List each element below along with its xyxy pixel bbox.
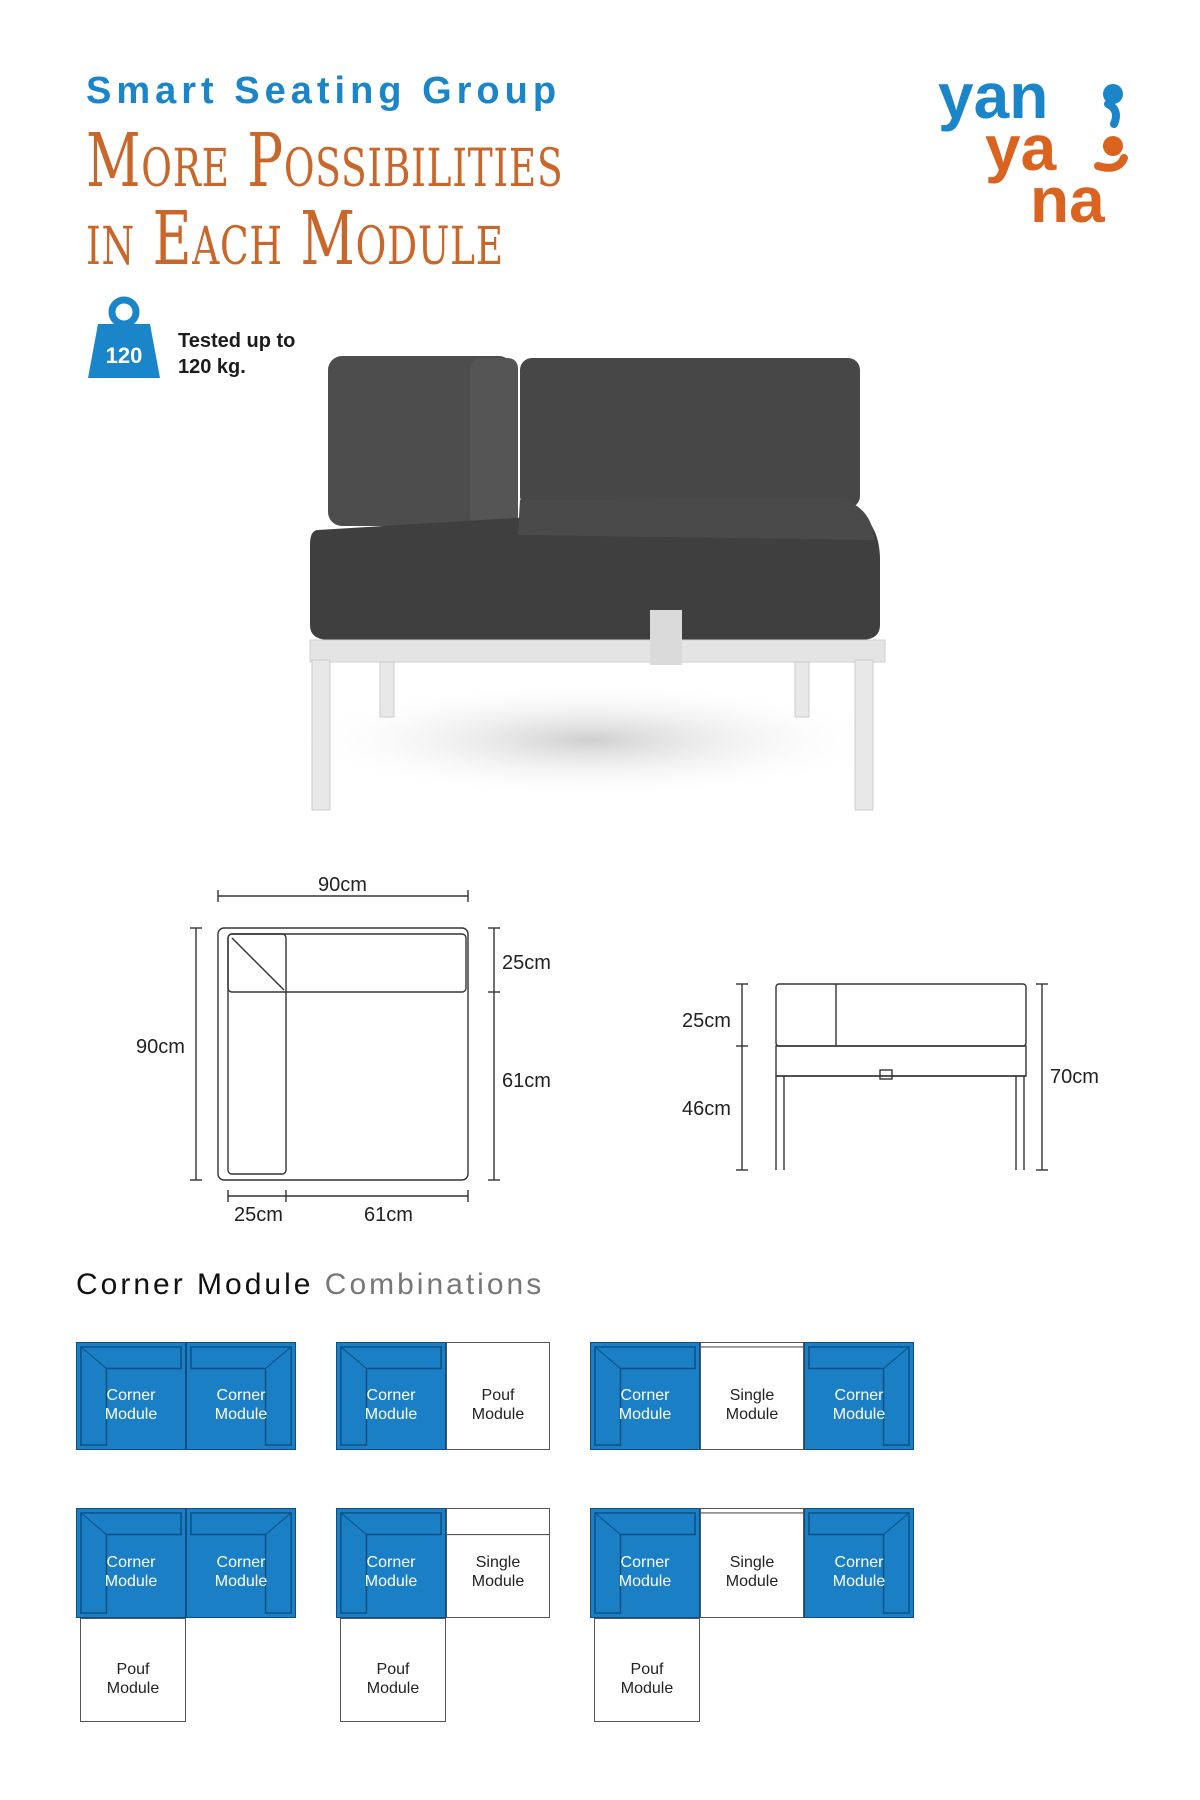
corner-module-right: Corner Module <box>186 1508 296 1618</box>
weight-caption <box>178 328 295 380</box>
logo-word-3: na <box>1030 164 1105 232</box>
top-seat-depth-label: 61cm <box>502 1070 551 1092</box>
weight-icon <box>88 296 160 378</box>
side-total-height-label: 70cm <box>1050 1066 1099 1088</box>
single-module: Single Module <box>700 1342 804 1450</box>
weight-caption-line-2: 120 kg. <box>178 356 246 378</box>
logo-word-1: yan <box>938 62 1049 132</box>
combinations-title-bold: Corner Module <box>76 1268 314 1301</box>
top-back-depth-label: 25cm <box>502 952 551 974</box>
single-module: Single Module <box>700 1508 804 1618</box>
headline-line-1: More Possibilities <box>86 118 564 204</box>
logo-word-2: ya <box>985 112 1057 184</box>
top-seat-width-label: 61cm <box>364 1204 413 1226</box>
corner-module-left: Corner Module <box>76 1342 186 1450</box>
corner-module-product-image <box>290 340 910 840</box>
headline-line-2: in Each Module <box>86 196 504 282</box>
side-view-dimension-drawing <box>730 970 1070 1180</box>
top-arm-width-label: 25cm <box>234 1204 283 1226</box>
corner-module: Corner Module <box>336 1508 446 1618</box>
corner-module-right: Corner Module <box>186 1342 296 1450</box>
corner-module-right: Corner Module <box>804 1342 914 1450</box>
corner-module: Corner Module <box>336 1342 446 1450</box>
corner-module-left: Corner Module <box>76 1508 186 1618</box>
logo-dot-orange-icon <box>1103 136 1123 156</box>
top-width-label: 90cm <box>318 874 367 896</box>
top-view-dimension-drawing <box>150 870 570 1230</box>
corner-module-right: Corner Module <box>804 1508 914 1618</box>
pouf-module: Pouf Module <box>594 1618 700 1722</box>
pouf-module: Pouf Module <box>80 1618 186 1722</box>
combinations-title <box>76 1268 544 1302</box>
side-back-height-label: 25cm <box>682 1010 731 1032</box>
weight-value: 120 <box>105 343 143 368</box>
eyebrow-title: Smart Seating Group <box>86 70 562 112</box>
weight-caption-line-1: Tested up to <box>178 330 296 352</box>
corner-module-left: Corner Module <box>590 1342 700 1450</box>
top-depth-label: 90cm <box>136 1036 185 1058</box>
pouf-module: Pouf Module <box>446 1342 550 1450</box>
brand-logo <box>930 62 1150 232</box>
pouf-module: Pouf Module <box>340 1618 446 1722</box>
single-module: Single Module <box>446 1508 550 1618</box>
corner-module-left: Corner Module <box>590 1508 700 1618</box>
combinations-title-light: Combinations <box>324 1268 545 1301</box>
side-seat-height-label: 46cm <box>682 1098 731 1120</box>
